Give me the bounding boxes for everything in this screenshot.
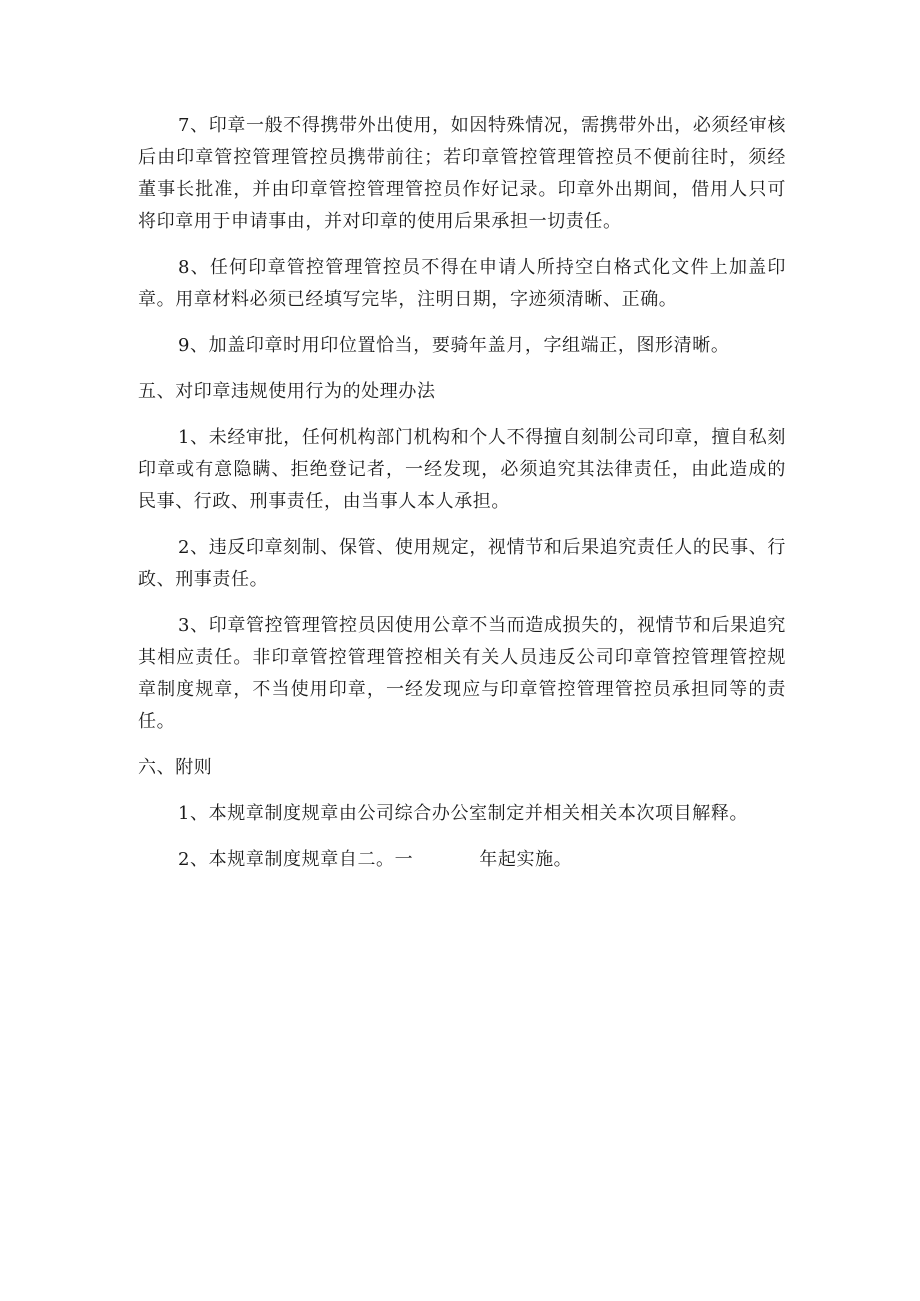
paragraph-penalty-1: 1、未经审批，任何机构部门机构和个人不得擅自刻制公司印章，擅自私刻印章或有意隐瞒、拒绝登记者，一经发现，必须追究其法律责任，由此造成的民事、行政、刑事责任，由当事人本人承担。 xyxy=(138,427,786,512)
section-heading-6: 六、附则 xyxy=(138,757,213,778)
section-heading-5: 五、对印章违规使用行为的处理办法 xyxy=(138,381,436,402)
document-body xyxy=(138,110,786,890)
paragraph-penalty-3: 3、印章管控管理管控员因使用公章不当而造成损失的，视情节和后果追究其相应责任。非印章管控管理管控相关有关人员违反公司印章管控管理管控规章制度规章，不当使用印章，一经发现应与印章管控管理管控员承担同等的责任。 xyxy=(138,615,786,732)
appendix-2-part2: 年起实施。 xyxy=(479,849,573,870)
paragraph-rule-9: 9、加盖印章时用印位置恰当，要骑年盖月，字组端正，图形清晰。 xyxy=(178,335,730,356)
appendix-2-part1: 2、本规章制度规章自二。一 xyxy=(178,849,414,870)
paragraph-rule-7: 7、印章一般不得携带外出使用，如因特殊情况，需携带外出，必须经审核后由印章管控管理管控员携带前往；若印章管控管理管控员不便前往时，须经董事长批准，并由印章管控管理管控员作好记录。印章外出期间，借用人只可将印章用于申请事由，并对印章的使用后果承担一切责任。 xyxy=(138,115,786,232)
paragraph-appendix-1: 1、本规章制度规章由公司综合办公室制定并相关相关本次项目解释。 xyxy=(178,803,749,824)
paragraph-appendix-2 xyxy=(138,844,786,876)
paragraph-rule-8: 8、任何印章管控管理管控员不得在申请人所持空白格式化文件上加盖印章。用章材料必须已经填写完毕，注明日期，字迹须清晰、正确。 xyxy=(138,257,786,310)
paragraph-penalty-2: 2、违反印章刻制、保管、使用规定，视情节和后果追究责任人的民事、行政、刑事责任。 xyxy=(138,537,786,590)
